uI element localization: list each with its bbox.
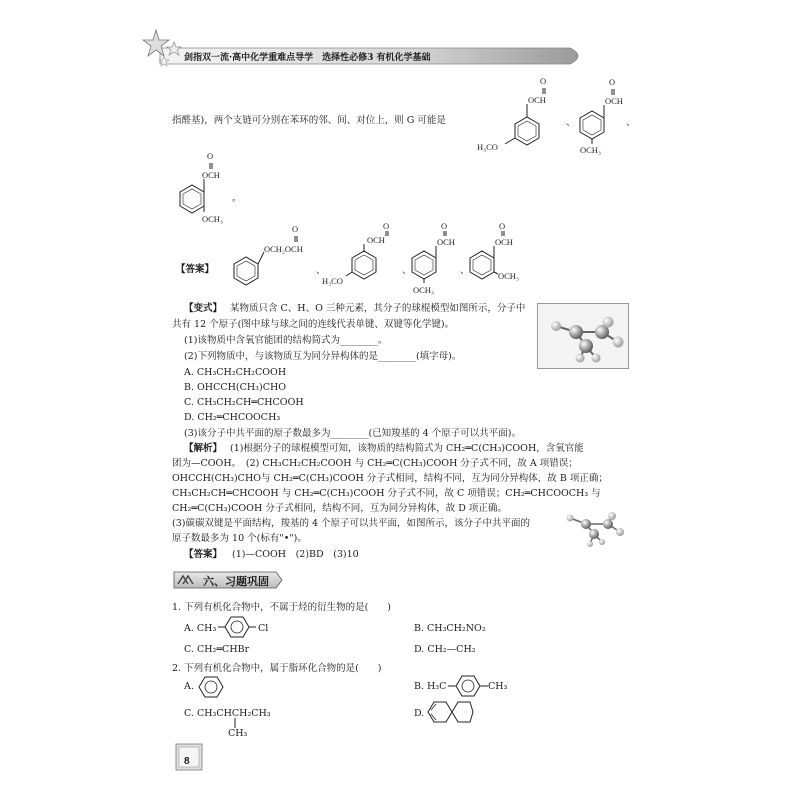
answer-sep-3: 、 <box>460 265 470 276</box>
question-1-stem: 1. 下列有机化合物中，不属于烃的衍生物的是( ) <box>172 602 391 613</box>
ester-label: OCH₂OCH <box>264 244 303 254</box>
answer-sep-1: 、 <box>316 265 326 276</box>
q1-option-a-prefix: A. CH₃ <box>184 623 217 634</box>
oxo-label: O <box>441 221 448 231</box>
q2-option-a: A. <box>184 681 194 692</box>
oxo-label: O <box>609 77 616 87</box>
molecule-para-methoxyphenyl-formate <box>475 74 565 167</box>
molecule-ortho-methoxyphenyl-formate <box>464 221 544 292</box>
q2-option-b-prefix: B. H₃C <box>414 681 447 692</box>
page-number: 8 <box>184 756 190 767</box>
ester-label: OCH <box>202 170 220 180</box>
q1-option-c: C. CH₂═CHBr <box>184 644 250 655</box>
oxo-label: O <box>292 224 299 234</box>
answer-label-2: 【答案】 <box>184 549 223 560</box>
variant-label: 【变式】 <box>184 303 223 314</box>
molecule-meta-methoxyphenyl-formate <box>406 221 466 307</box>
star-decoration-icon <box>140 28 186 70</box>
methoxy-label: OCH₃ <box>202 214 223 224</box>
analysis-label: 【解析】 <box>184 443 223 454</box>
ester-label: OCH <box>367 235 385 245</box>
ester-label: OCH <box>495 237 513 247</box>
variant-option-c: C. CH₃CH₂CH═CHCOOH <box>184 397 304 408</box>
oxo-label: O <box>540 76 547 86</box>
methoxy-label: OCH₃ <box>498 271 519 281</box>
oxo-label: O <box>207 151 214 161</box>
benzene-ring-icon <box>198 674 224 700</box>
dihydronaphthalene-icon <box>426 698 474 726</box>
q2-option-b-suffix: CH₃ <box>488 681 508 692</box>
analysis-line: CH₃CH₂CH═CHCOOH 与 CH₂═C(CH₃)COOH 分子式不同，故 C 项错误；CH₂═CHCOOCH₃ 与 <box>172 488 601 499</box>
analysis-line: 原子数最多为 10 个(标有"•")。 <box>172 533 307 544</box>
answer-label-1: 【答案】 <box>176 264 215 275</box>
methoxy-label: OCH₃ <box>413 285 434 295</box>
variant-option-b: B. OHCCH(CH₃)CHO <box>184 382 287 393</box>
methoxy-label: H₃CO <box>322 276 343 286</box>
molecule-benzyloxymethyl-formate <box>228 226 318 289</box>
analysis-line: CH₂═C(CH₃)COOH 分子式相同，结构不同，互为同分异构体，故 D 项正确。 <box>172 503 507 514</box>
ester-label: OCH <box>605 96 623 106</box>
q1-option-b: B. CH₃CH₂NO₂ <box>414 623 486 634</box>
methoxy-label: OCH₃ <box>580 145 601 155</box>
analysis-line: 团为—COOH。 (2) CH₃CH₂CH₂COOH 与 CH₂═C(CH₃)COOH 分子式不同，故 A 项错误； <box>172 458 578 469</box>
answer-2-text: (1)—COOH (2)BD (3)10 <box>232 549 359 560</box>
q2-option-d: D. <box>414 708 425 719</box>
methoxy-label: H₃CO <box>477 142 498 152</box>
intro-end: 。 <box>232 193 242 204</box>
section-title: 六、习题巩固 <box>203 575 269 588</box>
analysis-line: (1)根据分子的球棍模型可知，该物质的结构简式为 CH₂═C(CH₃)COOH，含氧官能 <box>230 443 584 454</box>
oxo-label: O <box>499 221 506 231</box>
variant-option-a: A. CH₃CH₂CH₂COOH <box>184 367 287 378</box>
intro-text: 指醛基)，两个支链可分别在苯环的邻、间、对位上，则 G 可能是 <box>172 115 446 126</box>
q2-option-c: C. CH₃CHCH₂CH₃ <box>184 708 271 719</box>
q1-option-a-suffix: Cl <box>258 623 269 634</box>
analysis-line: OHCCH(CH₃)CHO与 CH₂═C(CH₃)COOH 分子式相同，结构不同，互为同分异构体，故 B 项正确； <box>172 473 608 484</box>
variant-line: (3)该分子中共平面的原子数最多为________(已知羧基的 4 个原子可以共平面)。 <box>184 428 521 439</box>
separator-2: 、 <box>626 117 636 128</box>
header-title: 剑指双一流·高中化学重难点导学 选择性必修3 有机化学基础 <box>184 53 431 63</box>
benzene-ring-icon <box>218 614 258 640</box>
answer-sep-2: 、 <box>402 265 412 276</box>
q1-option-d: D. CH₂—CH₂ <box>414 644 476 655</box>
question-2-stem: 2. 下列有机化合物中，属于脂环化合物的是( ) <box>172 663 382 674</box>
ester-label: OCH <box>437 237 455 247</box>
variant-line: 某物质只含 C、H、O 三种元素，其分子的球棍模型如图所示，分子中 <box>230 303 526 314</box>
ester-label: OCH <box>528 95 546 105</box>
variant-line: (2)下列物质中，与该物质互为同分异构体的是________(填字母)。 <box>184 351 462 362</box>
variant-line: 共有 12 个原子(图中球与球之间的连线代表单键、双键等化学键)。 <box>172 319 455 330</box>
separator-1: 、 <box>566 117 576 128</box>
analysis-line: (3)碳碳双键是平面结构，羧基的 4 个原子可以共平面，如图所示，该分子中共平面的 <box>172 518 531 529</box>
molecule-para-methoxyphenyl-formate <box>322 221 402 292</box>
ball-stick-model-image <box>537 303 629 369</box>
oxo-label: O <box>383 221 390 231</box>
q2-option-c-branch: CH₃ <box>228 728 248 739</box>
planar-atoms-model-image <box>560 506 632 550</box>
variant-option-d: D. CH₂═CHCOOCH₃ <box>184 412 281 423</box>
variant-line: (1)该物质中含氧官能团的结构简式为________。 <box>184 335 388 346</box>
